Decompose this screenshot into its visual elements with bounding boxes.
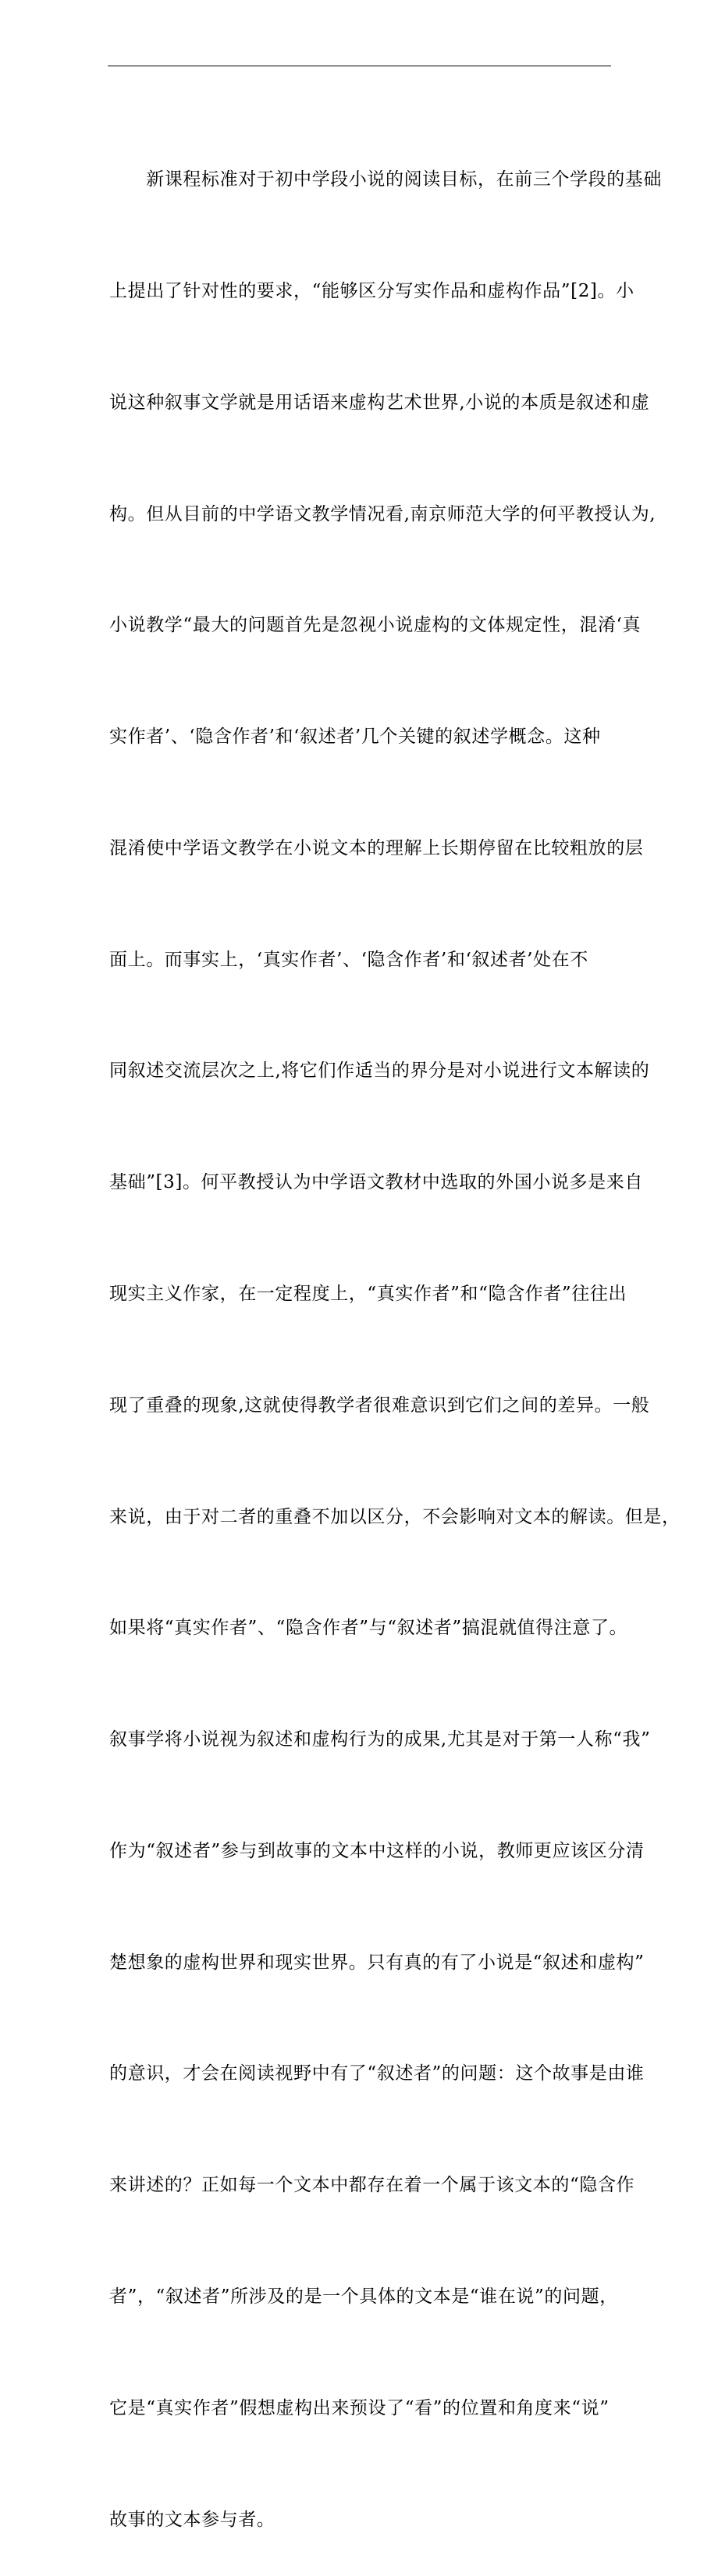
paragraph-line: 故事的文本参与者。 [109,2509,275,2530]
paragraph-line: 叙事学将小说视为叙述和虚构行为的成果,尤其是对于第一人称“我” [109,1729,651,1750]
paragraph-line: 现了重叠的现象,这就使得教学者很难意识到它们之间的差异。一般 [109,1395,650,1416]
paragraph-line: 构。但从目前的中学语文教学情况看,南京师范大学的何平教授认为, [109,503,656,524]
paragraph-line: 同叙述交流层次之上,将它们作适当的界分是对小说进行文本解读的 [109,1061,650,1082]
body-paragraph [109,87,681,2576]
paragraph-line: 楚想象的虚构世界和现实世界。只有真的有了小说是“叙述和虚构” [109,1952,645,1973]
paragraph-line: 实作者’、‘隐含作者’和‘叙述者’几个关键的叙述学概念。这种 [109,727,601,748]
paragraph-line: 新课程标准对于初中学段小说的阅读目标，在前三个学段的基础 [109,169,662,190]
paragraph-line: 面上。而事实上，‘真实作者’、‘隐含作者’和‘叙述者’处在不 [109,949,588,970]
paragraph-line: 如果将“真实作者”、“隐含作者”与“叙述者”搞混就值得注意了。 [109,1618,628,1639]
paragraph-line: 者”，“叙述者”所涉及的是一个具体的文本是“谁在说”的问题， [109,2286,618,2308]
paragraph-line: 混淆使中学语文教学在小说文本的理解上长期停留在比较粗放的层 [109,837,644,858]
paragraph-line: 它是“真实作者”假想虚构出来预设了“看”的位置和角度来“说” [109,2397,610,2418]
paragraph-line: 现实主义作家，在一定程度上，“真实作者”和“隐含作者”往往出 [109,1284,627,1304]
paragraph-line: 说这种叙事文学就是用话语来虚构艺术世界,小说的本质是叙述和虚 [109,392,650,413]
paragraph-line: 来讲述的？正如每一个文本中都存在着一个属于该文本的“隐含作 [109,2175,635,2196]
paragraph-line: 基础”[3]。何平教授认为中学语文教材中选取的外国小说多是来自 [109,1172,643,1193]
paragraph-line: 小说教学“最大的问题首先是忽视小说虚构的文体规定性，混淆‘真 [109,615,642,636]
paragraph-line: 的意识，才会在阅读视野中有了“叙述者”的问题：这个故事是由谁 [109,2063,645,2084]
paragraph-line: 来说，由于对二者的重叠不加以区分，不会影响对文本的解读。但是， [109,1506,681,1527]
paragraph-line: 作为“叙述者”参与到故事的文本中这样的小说，教师更应该区分清 [109,1840,645,1861]
paragraph-line: 上提出了针对性的要求，“能够区分写实作品和虚构作品”[2]。小 [109,280,634,301]
